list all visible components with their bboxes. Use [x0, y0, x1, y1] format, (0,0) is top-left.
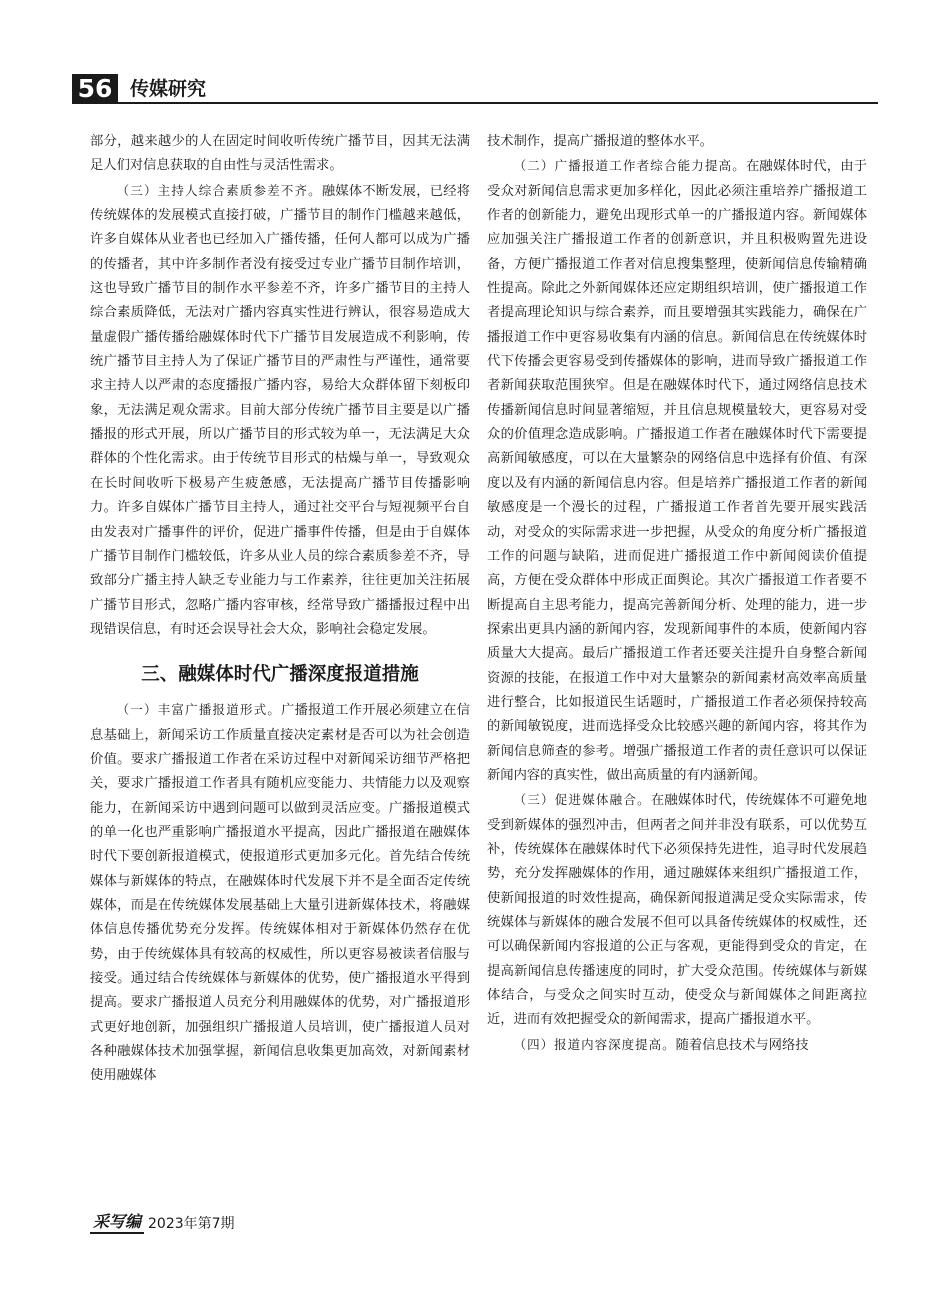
section-lead: （二）广播报道工作者综合能力提高。: [513, 158, 746, 174]
page-number: 56: [72, 74, 118, 104]
page-header: [72, 74, 878, 104]
right-column: [487, 130, 867, 1058]
paragraph: [90, 698, 470, 1089]
paragraph-text: 融媒体不断发展，已经将传统媒体的发展模式直接打破，广播节目的制作门槛越来越低，许多自媒体从业者也已经加入广播传播，任何人都可以成为广播的传播者，其中许多制作者没有接受过专业广播节目制作培训，这也导致广播节目的制作水平参差不齐，许多广播节目的主持人综合素质降低，无法对广播内容真实性进行辨认，很容易造成大量虚假广播传播给融媒体时代下广播节目发展造成不利影响，传统广播节目主持人为了保证广播节目的严肃性与严谨性，通常要求主持人以严肃的态度播报广播内容，易给大众群体留下刻板印象，无法满足观众需求。目前大部分传统广播节目主要是以广播播报的形式开展，所以广播节目的形式较为单一，无法满足大众群体的个性化需求。由于传统节目形式的枯燥与单一，导致观众在长时间收听下极易产生疲惫感，无法提高广播节目传播影响力。许多自媒体广播节目主持人，通过社交平台与短视频平台自由发表对广播事件的评价，促进广播事件传播，但是由于自媒体广播节目制作门槛较低，许多从业人员的综合素质参差不齐，导致部分广播主持人缺乏专业能力与工作素养，往往更加关注拓展广播节目形式，忽略广播内容审核，经常导致广播播报过程中出现错误信息，有时还会误导社会大众，影响社会稳定发展。: [90, 183, 470, 637]
issue-label: 2023年第7期: [148, 1216, 235, 1232]
paragraph-text: 在融媒体时代，由于受众对新闻信息需求更加多样化，因此必须注重培养广播报道工作者的创新能力，避免出现形式单一的广播报道内容。新闻媒体应加强关注广播报道工作者的创新意识，并且积极购置先进设备，方便广播报道工作者对信息搜集整理，使新闻信息传输精确性提高。除此之外新闻媒体还应定期组织培训，使广播报道工作者提高理论知识与综合素养，而且要增强其实践能力，确保在广播报道工作中更容易收集有内涵的信息。新闻信息在传统媒体时代下传播会更容易受到传播媒体的影响，进而导致广播报道工作者新闻获取范围狭窄。但是在融媒体时代下，通过网络信息技术传播新闻信息时间显著缩短，并且信息规模量较大，更容易对受众的价值理念造成影响。广播报道工作者在融媒体时代下需要提高新闻敏感度，可以在大量繁杂的网络信息中选择有价值、有深度以及有内涵的新闻信息内容。但是培养广播报道工作者的新闻敏感度是一个漫长的过程，广播报道工作者首先要开展实践活动，对受众的实际需求进一步把握，从受众的角度分析广播报道工作的问题与缺陷，进而促进广播报道工作中新闻阅读价值提高，方便在受众群体中形成正面舆论。其次广播报道工作者要不断提高自主思考能力，提高完善新闻分析、处理的能力，进一步探索出更具内涵的新闻内容，发现新闻事件的本质，使新闻内容质量大大提高。最后广播报道工作者还要关注提升自身整合新闻资源的技能，在报道工作中对大量繁杂的新闻素材高效率高质量进行整合，比如报道民生话题时，广播报道工作者必须保持较高的新闻敏锐度，进而选择受众比较感兴趣的新闻内容，将其作为新闻信息筛查的参考。增强广播报道工作者的责任意识可以保证新闻内容的真实性，做出高质量的有内涵新闻。: [487, 159, 867, 783]
page-footer: [90, 1212, 235, 1234]
header-rule: [118, 102, 878, 104]
paragraph: [90, 179, 470, 643]
paragraph-text: 在融媒体时代，传统媒体不可避免地受到新媒体的强烈冲击，但两者之间并非没有联系，可以优势互补，传统媒体在融媒体时代下必须保持先进性，追寻时代发展趋势，充分发挥融媒体的作用，通过融媒体来组织广播报道工作，使新闻报道的时效性提高，确保新闻报道满足受众实际需求，传统媒体与新媒体的融合发展不但可以具备传统媒体的权威性，还可以确保新闻内容报道的公正与客观，更能得到受众的肯定，在提高新闻信息传播速度的同时，扩大受众范围。传统媒体与新媒体结合，与受众之间实时互动，使受众与新闻媒体之间距离拉近，进而有效把握受众的新闻需求，提高广播报道水平。: [487, 793, 867, 1028]
paragraph-text: 广播报道工作开展必须建立在信息基础上，新闻采访工作质量直接决定素材是否可以为社会创造价值。要求广播报道工作者在采访过程中对新闻采访细节严格把关，要求广播报道工作者具有随机应变能力、共情能力以及观察能力，在新闻采访中遇到问题可以做到灵活应变。广播报道模式的单一化也严重影响广播报道水平提高，因此广播报道在融媒体时代下要创新报道模式，使报道形式更加多元化。首先结合传统媒体与新媒体的特点，在融媒体时代发展下并不是全面否定传统媒体，而是在传统媒体发展基础上大量引进新媒体技术，将融媒体信息传播优势充分发挥。传统媒体相对于新媒体仍然存在优势，由于传统媒体具有较高的权威性，所以更容易被读者信服与接受。通过结合传统媒体与新媒体的优势，使广播报道水平得到提高。要求广播报道人员充分利用融媒体的优势，对广播报道形式更好地创新，加强组织广播报道人员培训，使广播报道人员对各种融媒体技术加强掌握，新闻信息收集更加高效，对新闻素材使用融媒体: [90, 703, 470, 1084]
left-column: [90, 130, 470, 1089]
paragraph-text: 随着信息技术与网络技: [675, 1037, 809, 1053]
paragraph: [487, 1033, 867, 1058]
journal-title: 传媒研究: [130, 78, 207, 100]
paragraph: 部分，越来越少的人在固定时间收听传统广播节目，因其无法满足人们对信息获取的自由性与灵活性需求。: [90, 134, 470, 174]
section-heading: 三、融媒体时代广播深度报道措施: [141, 664, 419, 686]
section-lead: （四）报道内容深度提高。: [513, 1036, 676, 1052]
paragraph: [487, 154, 867, 788]
section-lead: （一）丰富广播报道形式。: [116, 702, 282, 718]
journal-logo: 采写编: [90, 1212, 144, 1234]
section-lead: （三）主持人综合素质参差不齐。: [116, 182, 322, 198]
section-lead: （三）促进媒体融合。: [513, 792, 651, 808]
paragraph: [487, 788, 867, 1032]
paragraph: 技术制作，提高广播报道的整体水平。: [487, 134, 714, 149]
